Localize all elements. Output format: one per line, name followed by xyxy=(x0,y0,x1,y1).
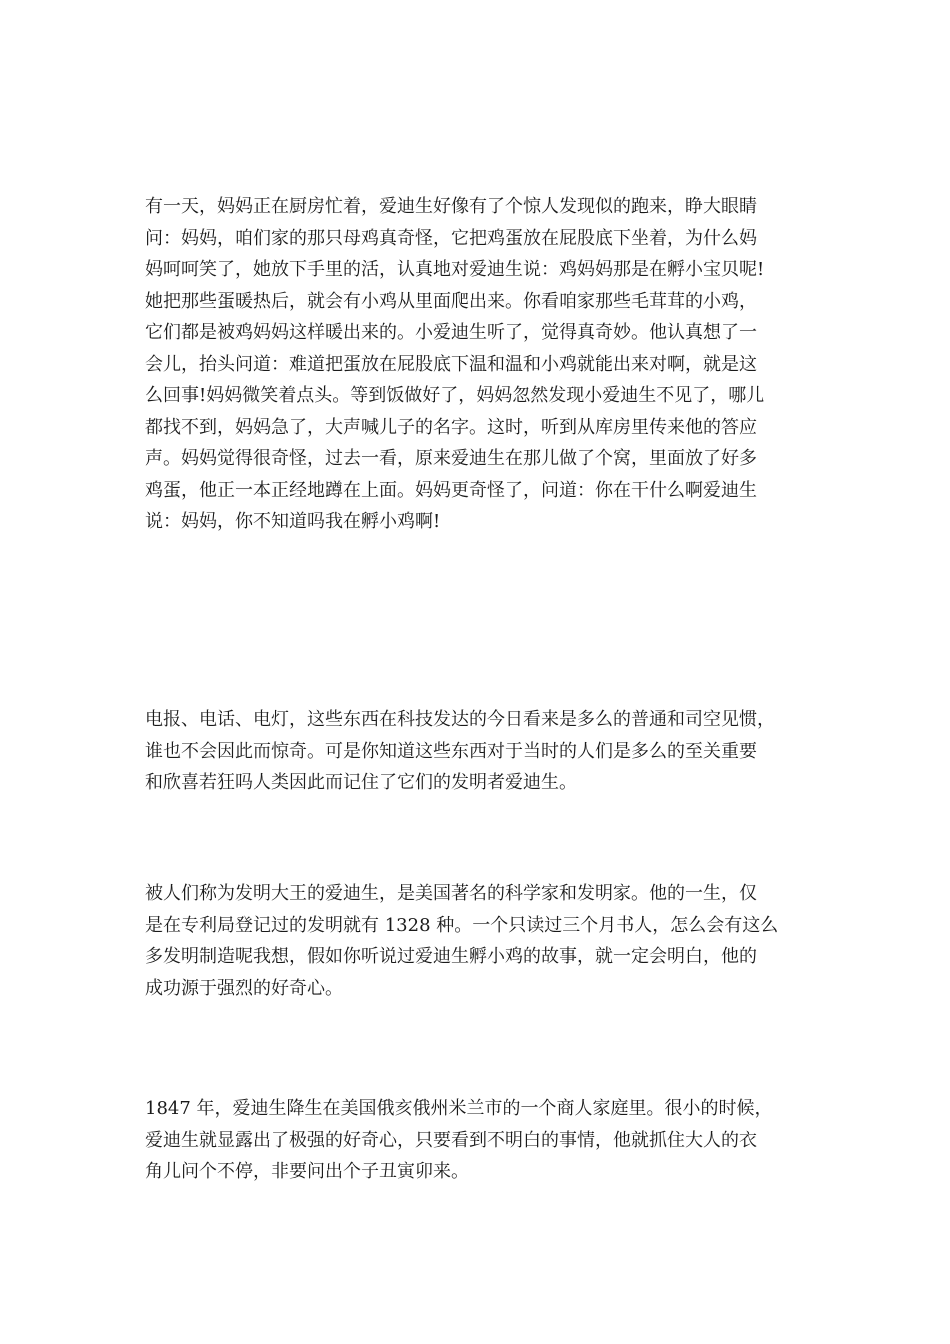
paragraph-birth-1847: 1847 年，爱迪生降生在美国俄亥俄州米兰市的一个商人家庭里。很小的时候， 爱迪生就显露出了极强的好奇心，只要看到不明白的事情，他就抓住大人的衣 角儿问个不停，非要问出个子丑寅卯来。 xyxy=(145,1098,773,1182)
paragraph-hatching-chicks-story: 有一天，妈妈正在厨房忙着，爱迪生好像有了个惊人发现似的跑来，睁大眼睛 问：妈妈，咱们家的那只母鸡真奇怪，它把鸡蛋放在屁股底下坐着，为什么妈 妈呵呵笑了，她放下手里的活，认真地对爱迪生说：鸡妈妈那是在孵小宝贝呢! 她把那些蛋暖热后，就会有小鸡从里面爬出来。你看咱家那些毛茸茸的小鸡， 它们都是被鸡妈妈这样暖出来的。小爱迪生听了，觉得真奇妙。他认真想了一 会儿，抬头问道：难道把蛋放在屁股底下温和温和小鸡就能出来对啊，就是这 么回事!妈妈微笑着点头。等到饭做好了，妈妈忽然发现小爱迪生不见了，哪儿 都找不到，妈妈急了，大声喊儿子的名字。这时，听到从库房里传来他的答应 声。妈妈觉得很奇怪，过去一看，原来爱迪生在那儿做了个窝，里面放了好多 鸡蛋，他正一本正经地蹲在上面。妈妈更奇怪了，问道：你在干什么啊爱迪生 说：妈妈，你不知道吗我在孵小鸡啊! xyxy=(145,196,765,532)
paragraph-king-of-inventions: 被人们称为发明大王的爱迪生，是美国著名的科学家和发明家。他的一生，仅 是在专利局登记过的发明就有 1328 种。一个只读过三个月书人，怎么会有这么 多发明制造呢我想，假如你听说过爱迪生孵小鸡的故事，就一定会明白，他的 成功源于强烈的好奇心。 xyxy=(145,883,779,999)
paragraph-inventions-intro: 电报、电话、电灯，这些东西在科技发达的今日看来是多么的普通和司空见惯， 谁也不会因此而惊奇。可是你知道这些东西对于当时的人们是多么的至关重要 和欣喜若狂吗人类因此而记住了它们的发明者爱迪生。 xyxy=(145,709,775,793)
